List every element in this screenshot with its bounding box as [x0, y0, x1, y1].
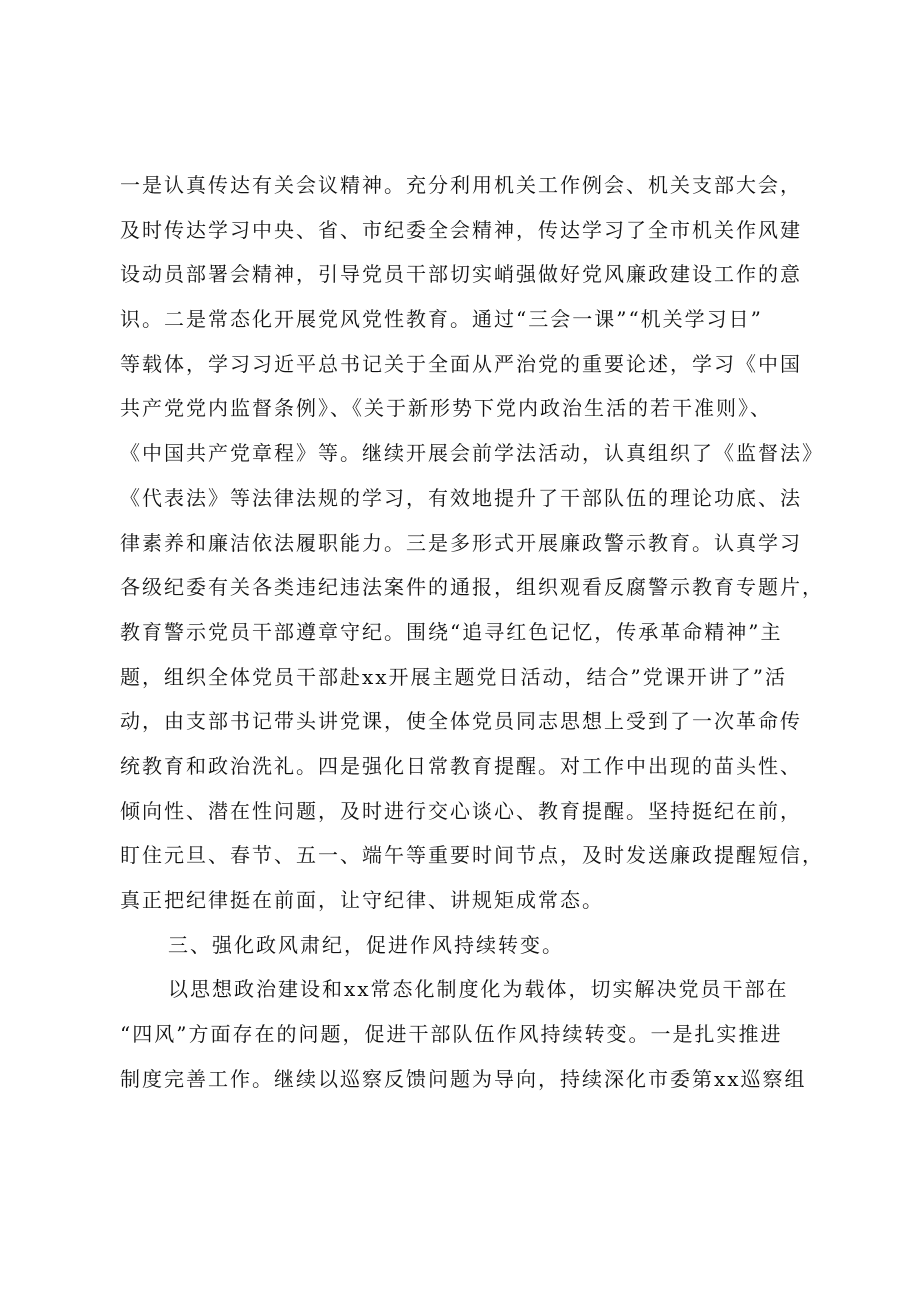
text-line: 以思想政治建设和xx常态化制度化为载体，切实解决党员干部在 — [168, 977, 789, 1002]
section-heading: 三、强化政风肃纪，促进作风持续转变。 — [168, 932, 564, 957]
text-line: 律素养和廉洁依法履职能力。三是多形式开展廉政警示教育。认真学习 — [120, 530, 802, 555]
text-line: 《代表法》等法律法规的学习，有效地提升了干部队伍的理论功底、法 — [120, 485, 802, 510]
text-line: 识。二是常态化开展党风党性教育。通过“三会一课”“机关学习日” — [120, 307, 763, 332]
text-line: 共产党党内监督条例》、《关于新形势下党内政治生活的若干准则》、 — [120, 396, 772, 421]
text-line: 各级纪委有关各类违纪违法案件的通报，组织观看反腐警示教育专题片， — [120, 575, 824, 600]
text-line: 盯住元旦、春节、五一、端午等重要时间节点，及时发送廉政提醒短信， — [120, 843, 824, 868]
text-line: 等载体，学习习近平总书记关于全面从严治党的重要论述，学习《中国 — [120, 351, 802, 376]
text-line: 《中国共产党章程》等。继续开展会前学法活动，认真组织了《监督法》 — [120, 441, 824, 466]
text-line: 倾向性、潜在性问题，及时进行交心谈心、教育提醒。坚持挺纪在前， — [120, 798, 802, 823]
text-line: 一是认真传达有关会议精神。充分利用机关工作例会、机关支部大会， — [120, 173, 802, 197]
text-line: “四风”方面存在的问题，促进干部队伍作风持续转变。一是扎实推进 — [120, 1022, 783, 1047]
text-line: 及时传达学习中央、省、市纪委全会精神，传达学习了全市机关作风建 — [120, 217, 802, 242]
text-line: 设动员部署会精神，引导党员干部切实峭强做好党风廉政建设工作的意 — [120, 262, 802, 287]
text-line: 题，组织全体党员干部赴xx开展主题党日活动，结合”党课开讲了”活 — [120, 664, 788, 689]
text-line: 真正把纪律挺在前面，让守纪律、讲规矩成常态。 — [120, 888, 604, 912]
text-line: 动，由支部书记带头讲党课，使全体党员同志思想上受到了一次革命传 — [120, 709, 802, 734]
text-line: 统教育和政治洗礼。四是强化日常教育提醒。对工作中出现的苗头性、 — [120, 753, 802, 778]
text-line: 教育警示党员干部遵章守纪。围绕“追寻红色记忆，传承革命精神”主 — [120, 619, 783, 644]
body-text — [120, 163, 824, 1101]
text-line: 制度完善工作。继续以巡察反馈问题为导向，持续深化市委第xx巡察组 — [120, 1066, 807, 1091]
